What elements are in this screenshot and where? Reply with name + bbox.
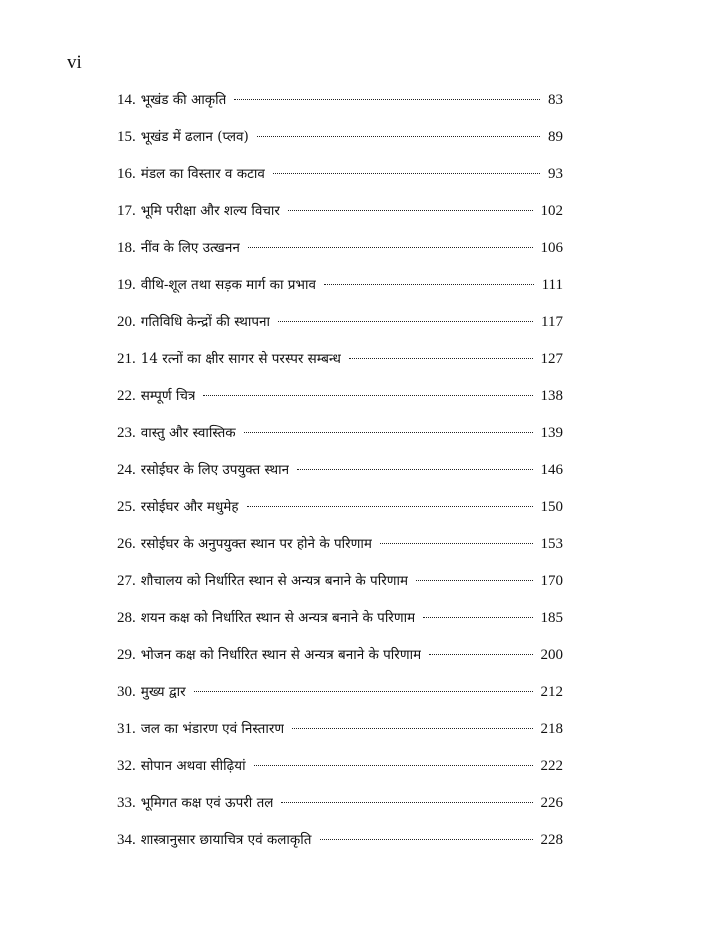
toc-entry-number: 29.: [117, 647, 136, 663]
toc-entry: [117, 645, 563, 682]
toc-entry-page: 150: [540, 499, 563, 515]
toc-entry: [117, 164, 563, 201]
toc-entry-page: 138: [540, 388, 563, 404]
toc-entry: [117, 756, 563, 793]
toc-entry-title: सम्पूर्ण चित्र: [140, 388, 196, 404]
toc-entry-title: भूखंड की आकृति: [140, 92, 227, 108]
toc-entry-page: 127: [540, 351, 563, 367]
toc-entry: [117, 201, 563, 238]
toc-entry: [117, 312, 563, 349]
dot-leader: [320, 839, 533, 840]
toc-entry-number: 19.: [117, 277, 136, 293]
toc-entry-page: 185: [540, 610, 563, 626]
dot-leader: [203, 395, 532, 396]
toc-entry-title: भूमिगत कक्ष एवं ऊपरी तल: [140, 795, 274, 811]
toc-entry-number: 18.: [117, 240, 136, 256]
toc-entry: [117, 793, 563, 830]
toc-entry-title: मुख्य द्वार: [140, 684, 186, 700]
toc-entry: [117, 460, 563, 497]
toc-entry-title: सोपान अथवा सीढ़ियां: [140, 758, 246, 774]
toc-entry-page: 111: [541, 277, 563, 293]
toc-entry-number: 27.: [117, 573, 136, 589]
toc-entry-number: 17.: [117, 203, 136, 219]
toc-entry-number: 28.: [117, 610, 136, 626]
dot-leader: [349, 358, 533, 359]
toc-entry: [117, 534, 563, 571]
toc-entry-page: 117: [541, 314, 563, 330]
dot-leader: [273, 173, 540, 174]
toc-entry-page: 228: [540, 832, 563, 848]
toc-entry-title: भूमि परीक्षा और शल्य विचार: [140, 203, 280, 219]
toc-entry-page: 93: [548, 166, 563, 182]
toc-entry: [117, 275, 563, 312]
toc-entry-page: 102: [540, 203, 563, 219]
toc-entry-page: 170: [540, 573, 563, 589]
dot-leader: [247, 506, 533, 507]
dot-leader: [429, 654, 532, 655]
toc-entry-title: शौचालय को निर्धारित स्थान से अन्यत्र बनाने के परिणाम: [140, 573, 409, 589]
toc-entry-number: 26.: [117, 536, 136, 552]
toc-entry-title: नींव के लिए उत्खनन: [140, 240, 240, 256]
toc-entry: [117, 608, 563, 645]
toc-entry-title: रसोईघर के अनुपयुक्त स्थान पर होने के परिणाम: [140, 536, 372, 552]
toc-entry-number: 16.: [117, 166, 136, 182]
toc-entry-number: 33.: [117, 795, 136, 811]
toc-entry: [117, 90, 563, 127]
toc-entry-page: 218: [540, 721, 563, 737]
toc-entry-title: वीथि-शूल तथा सड़क मार्ग का प्रभाव: [140, 277, 316, 293]
table-of-contents: [117, 90, 563, 867]
toc-entry-page: 106: [540, 240, 563, 256]
dot-leader: [324, 284, 534, 285]
toc-entry: [117, 127, 563, 164]
toc-entry: [117, 349, 563, 386]
toc-entry-title: जल का भंडारण एवं निस्तारण: [140, 721, 285, 737]
toc-entry-number: 20.: [117, 314, 136, 330]
toc-entry-page: 226: [540, 795, 563, 811]
toc-entry-title: मंडल का विस्तार व कटाव: [140, 166, 265, 182]
dot-leader: [194, 691, 533, 692]
toc-entry-number: 15.: [117, 129, 136, 145]
toc-entry-title: शयन कक्ष को निर्धारित स्थान से अन्यत्र बनाने के परिणाम: [140, 610, 416, 626]
dot-leader: [416, 580, 532, 581]
page-number: vi: [67, 52, 82, 73]
toc-entry-page: 83: [548, 92, 563, 108]
toc-entry-number: 32.: [117, 758, 136, 774]
toc-entry-number: 14.: [117, 92, 136, 108]
toc-entry: [117, 719, 563, 756]
toc-entry-page: 153: [540, 536, 563, 552]
toc-entry-page: 212: [540, 684, 563, 700]
toc-entry-number: 21.: [117, 351, 136, 367]
toc-entry: [117, 497, 563, 534]
toc-entry-number: 34.: [117, 832, 136, 848]
toc-entry-number: 25.: [117, 499, 136, 515]
dot-leader: [254, 765, 533, 766]
toc-entry: [117, 423, 563, 460]
dot-leader: [244, 432, 533, 433]
toc-entry: [117, 386, 563, 423]
dot-leader: [297, 469, 532, 470]
dot-leader: [248, 247, 533, 248]
toc-entry-page: 146: [540, 462, 563, 478]
toc-entry-number: 22.: [117, 388, 136, 404]
toc-entry-title: रसोईघर और मधुमेह: [140, 499, 239, 515]
toc-entry-number: 23.: [117, 425, 136, 441]
toc-entry-title: शास्त्रानुसार छायाचित्र एवं कलाकृति: [140, 832, 312, 848]
toc-entry-number: 24.: [117, 462, 136, 478]
toc-entry: [117, 830, 563, 867]
toc-entry-title: वास्तु और स्वास्तिक: [140, 425, 236, 441]
toc-entry-page: 200: [540, 647, 563, 663]
toc-entry-page: 222: [540, 758, 563, 774]
toc-entry-title: गतिविधि केन्द्रों की स्थापना: [140, 314, 271, 330]
toc-entry-title: भूखंड में ढलान (प्लव): [140, 129, 249, 145]
toc-entry-title: भोजन कक्ष को निर्धारित स्थान से अन्यत्र बनाने के परिणाम: [140, 647, 422, 663]
dot-leader: [423, 617, 532, 618]
dot-leader: [288, 210, 533, 211]
toc-entry: [117, 238, 563, 275]
toc-entry-page: 89: [548, 129, 563, 145]
toc-entry-page: 139: [540, 425, 563, 441]
toc-entry: [117, 571, 563, 608]
toc-entry-title: 14 रत्नों का क्षीर सागर से परस्पर सम्बन्ध: [140, 351, 341, 367]
toc-entry: [117, 682, 563, 719]
dot-leader: [380, 543, 533, 544]
dot-leader: [281, 802, 532, 803]
toc-entry-number: 30.: [117, 684, 136, 700]
dot-leader: [278, 321, 533, 322]
toc-entry-number: 31.: [117, 721, 136, 737]
dot-leader: [292, 728, 532, 729]
toc-entry-title: रसोईघर के लिए उपयुक्त स्थान: [140, 462, 290, 478]
dot-leader: [234, 99, 540, 100]
dot-leader: [257, 136, 540, 137]
